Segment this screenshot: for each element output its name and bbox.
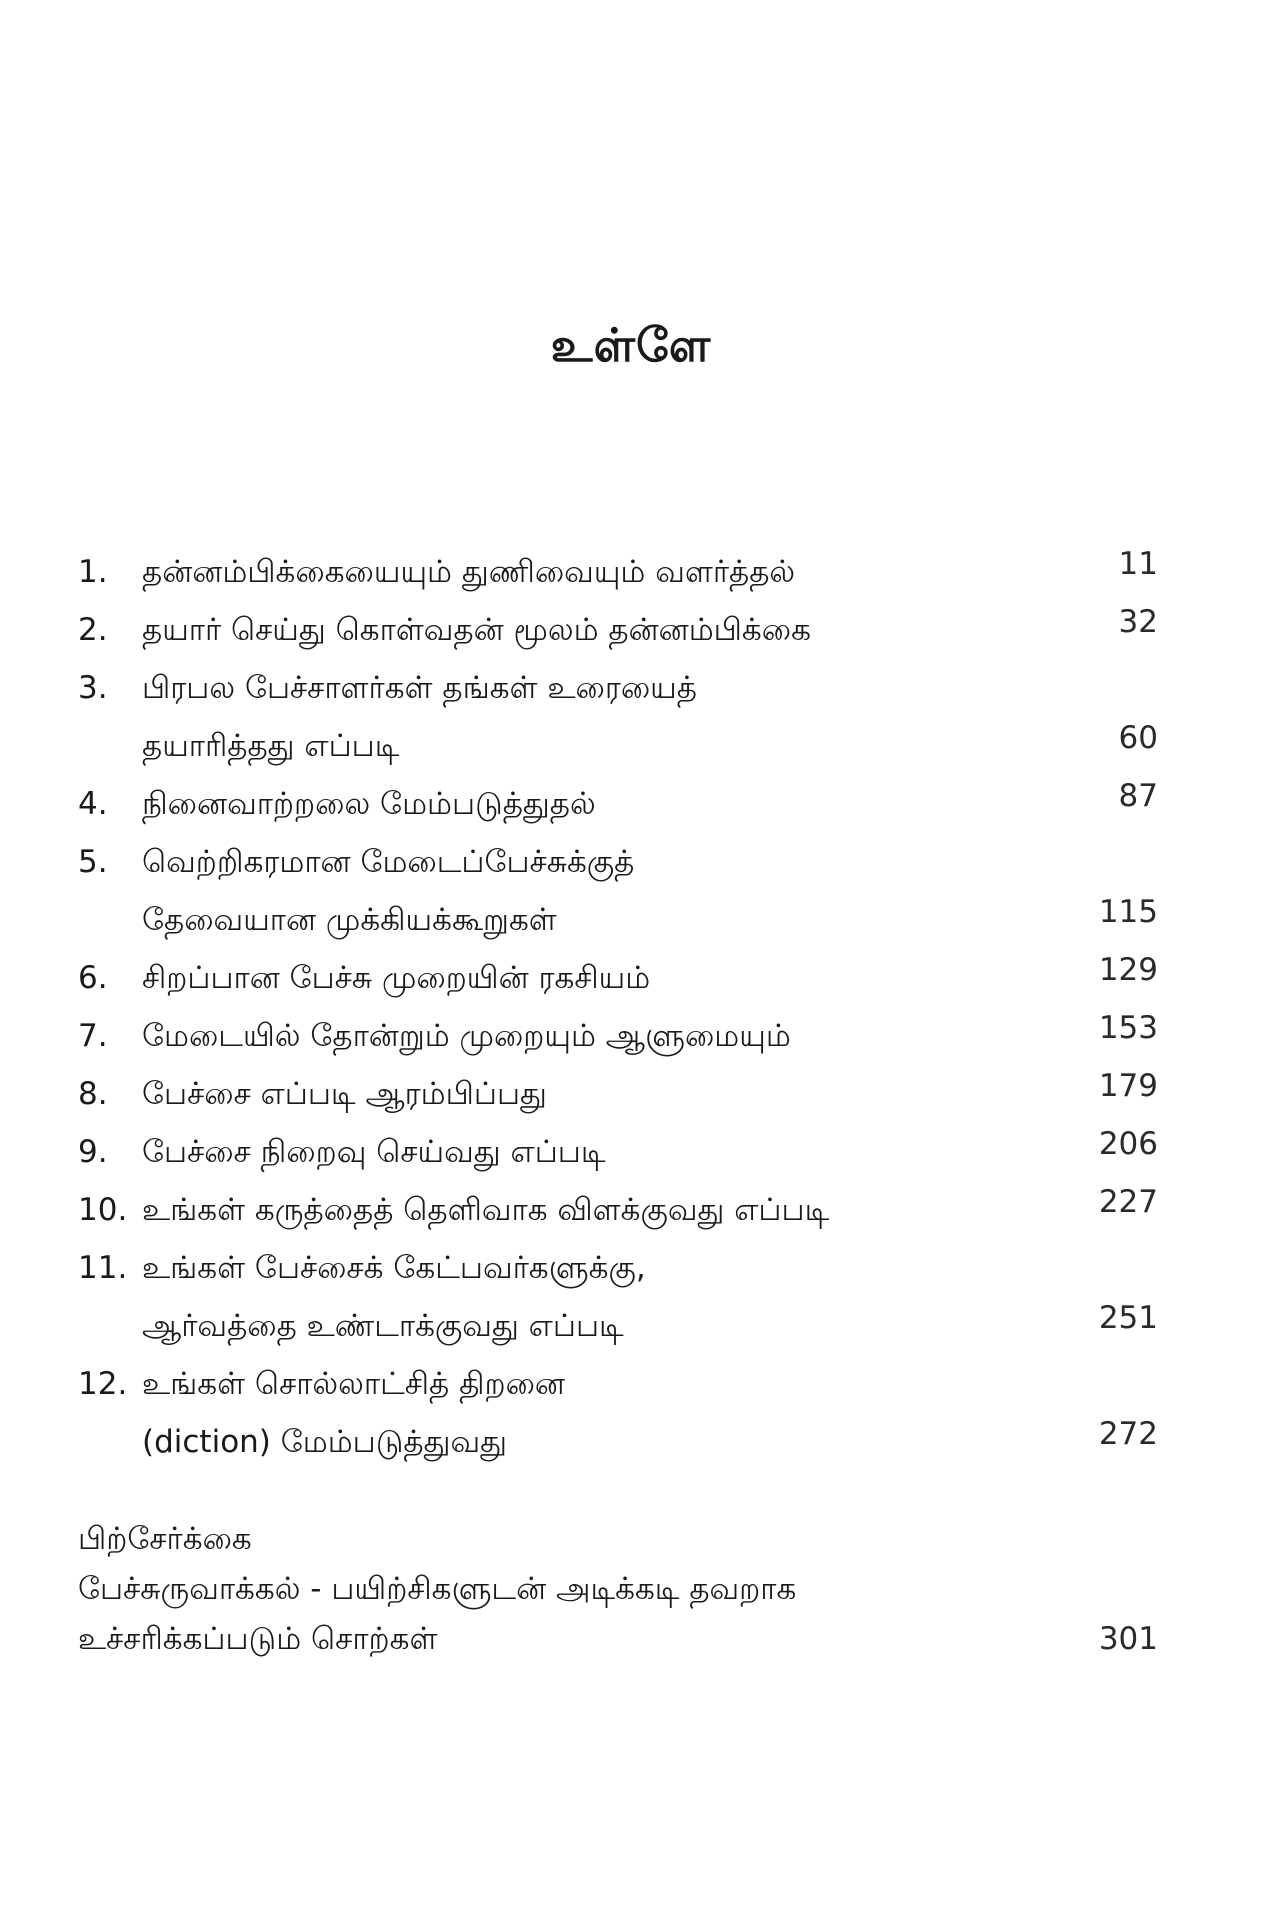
- page-number: 60: [1118, 720, 1158, 756]
- page-number: 129: [1098, 952, 1158, 988]
- page-number: 272: [1098, 1416, 1158, 1452]
- appendix-entry: [78, 1564, 1158, 1614]
- chapter-title: உங்கள் கருத்தைத் தெளிவாக விளக்குவது எப்படி: [142, 1192, 830, 1228]
- chapter-title: பேச்சை நிறைவு செய்வது எப்படி: [142, 1134, 606, 1170]
- chapter-title-continued: ஆர்வத்தை உண்டாக்குவது எப்படி: [142, 1308, 624, 1344]
- table-of-contents: [78, 543, 1158, 1471]
- appendix-heading: பிற்சேர்க்கை: [78, 1521, 252, 1557]
- appendix-title: பேச்சுருவாக்கல் - பயிற்சிகளுடன் அடிக்கடி தவறாக: [78, 1571, 797, 1607]
- chapter-number: 6.: [78, 960, 108, 996]
- chapter-number: 11.: [78, 1250, 128, 1286]
- toc-entry: [78, 601, 1158, 659]
- chapter-title-continued: தயாரித்தது எப்படி: [142, 728, 400, 764]
- toc-entry: [78, 775, 1158, 833]
- chapter-title: தன்னம்பிக்கையையும் துணிவையும் வளர்த்தல்: [142, 554, 796, 590]
- toc-entry: [78, 949, 1158, 1007]
- toc-entry: [78, 1239, 1158, 1297]
- chapter-title: தயார் செய்து கொள்வதன் மூலம் தன்னம்பிக்கை: [142, 612, 811, 648]
- toc-entry-continued: [78, 1297, 1158, 1355]
- page-number: 11: [1118, 546, 1158, 582]
- page-number: 87: [1118, 778, 1158, 814]
- page-number: 32: [1118, 604, 1158, 640]
- chapter-title: உங்கள் சொல்லாட்சித் திறனை: [142, 1366, 565, 1402]
- page-number: 153: [1098, 1010, 1158, 1046]
- chapter-title: நினைவாற்றலை மேம்படுத்துதல்: [142, 786, 596, 822]
- appendix-section: [78, 1514, 1158, 1664]
- page-number: 206: [1098, 1126, 1158, 1162]
- chapter-number: 9.: [78, 1134, 108, 1170]
- chapter-title: உங்கள் பேச்சைக் கேட்பவர்களுக்கு,: [142, 1250, 646, 1286]
- chapter-title: சிறப்பான பேச்சு முறையின் ரகசியம்: [142, 960, 651, 996]
- toc-entry: [78, 1123, 1158, 1181]
- page-title: உள்ளே: [550, 318, 712, 372]
- appendix-heading-row: [78, 1514, 1158, 1564]
- toc-entry: [78, 1065, 1158, 1123]
- chapter-title-continued: (diction) மேம்படுத்துவது: [142, 1424, 508, 1460]
- toc-entry-continued: [78, 717, 1158, 775]
- chapter-title-continued: தேவையான முக்கியக்கூறுகள்: [142, 902, 557, 938]
- chapter-number: 12.: [78, 1366, 128, 1402]
- page-number: 115: [1098, 894, 1158, 930]
- chapter-number: 4.: [78, 786, 108, 822]
- toc-entry: [78, 833, 1158, 891]
- toc-entry: [78, 1355, 1158, 1413]
- page-number: 251: [1098, 1300, 1158, 1336]
- chapter-number: 7.: [78, 1018, 108, 1054]
- chapter-number: 3.: [78, 670, 108, 706]
- chapter-number: 2.: [78, 612, 108, 648]
- page-number: 179: [1098, 1068, 1158, 1104]
- toc-entry-continued: [78, 1413, 1158, 1471]
- chapter-number: 5.: [78, 844, 108, 880]
- chapter-title: பேச்சை எப்படி ஆரம்பிப்பது: [142, 1076, 547, 1112]
- toc-entry: [78, 543, 1158, 601]
- chapter-title: வெற்றிகரமான மேடைப்பேச்சுக்குத்: [142, 844, 635, 880]
- toc-entry: [78, 1007, 1158, 1065]
- chapter-number: 8.: [78, 1076, 108, 1112]
- chapter-title: மேடையில் தோன்றும் முறையும் ஆளுமையும்: [142, 1018, 791, 1054]
- toc-entry: [78, 1181, 1158, 1239]
- chapter-number: 1.: [78, 554, 108, 590]
- chapter-number: 10.: [78, 1192, 128, 1228]
- chapter-title: பிரபல பேச்சாளர்கள் தங்கள் உரையைத்: [142, 670, 697, 706]
- toc-entry: [78, 659, 1158, 717]
- page-number: 227: [1098, 1184, 1158, 1220]
- appendix-title-continued: உச்சரிக்கப்படும் சொற்கள்: [78, 1621, 438, 1657]
- toc-entry-continued: [78, 891, 1158, 949]
- appendix-entry-continued: [78, 1614, 1158, 1664]
- page-number: 301: [1098, 1621, 1158, 1657]
